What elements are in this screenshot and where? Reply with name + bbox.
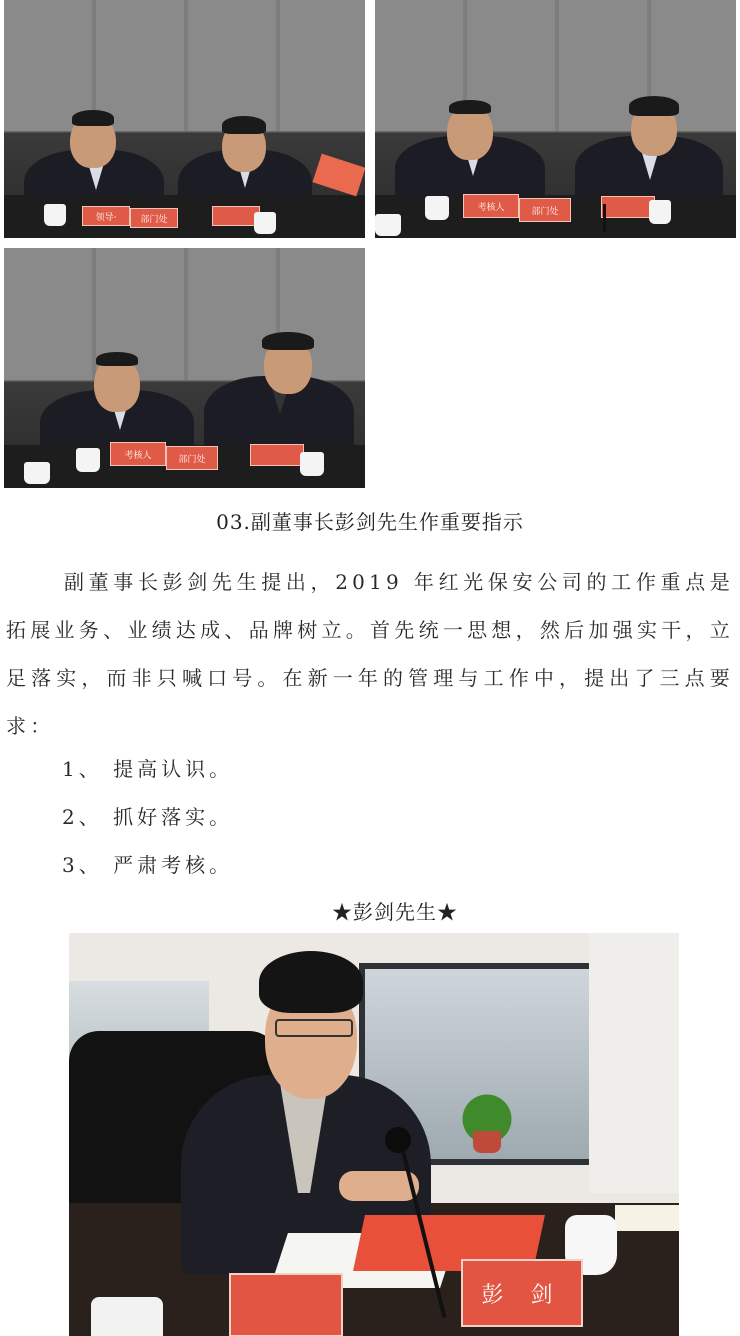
signing-photo-1 xyxy=(4,0,365,238)
nameplate xyxy=(601,196,655,218)
signing-photo-3 xyxy=(4,248,365,488)
requirements-list xyxy=(62,745,233,889)
list-item: 1、 提高认识。 xyxy=(62,757,234,781)
nameplate: 部门处 xyxy=(130,208,178,228)
nameplate: 部门处 xyxy=(519,198,571,222)
nameplate: 彭 剑 xyxy=(461,1259,583,1327)
nameplate xyxy=(212,206,260,226)
list-item: 2、 抓好落实。 xyxy=(62,805,234,829)
section-heading: 03.副董事长彭剑先生作重要指示 xyxy=(216,510,524,534)
nameplate: 考核人 xyxy=(110,442,166,466)
photo-caption: ★彭剑先生★ xyxy=(332,900,458,924)
signing-photo-2 xyxy=(375,0,736,238)
speaker-photo xyxy=(69,933,679,1336)
nameplate: 领导· xyxy=(82,206,130,226)
nameplate xyxy=(250,444,304,466)
list-item: 3、 严肃考核。 xyxy=(62,853,234,877)
section-paragraph: 副董事长彭剑先生提出，2019 年红光保安公司的工作重点是拓展业务、业绩达成、品牌树立。首先统一思想，然后加强实干，立足落实，而非只喊口号。在新一年的管理与工作中，提出了三点要求： xyxy=(6,570,734,738)
nameplate: 部门处 xyxy=(166,446,218,470)
nameplate: 考核人 xyxy=(463,194,519,218)
